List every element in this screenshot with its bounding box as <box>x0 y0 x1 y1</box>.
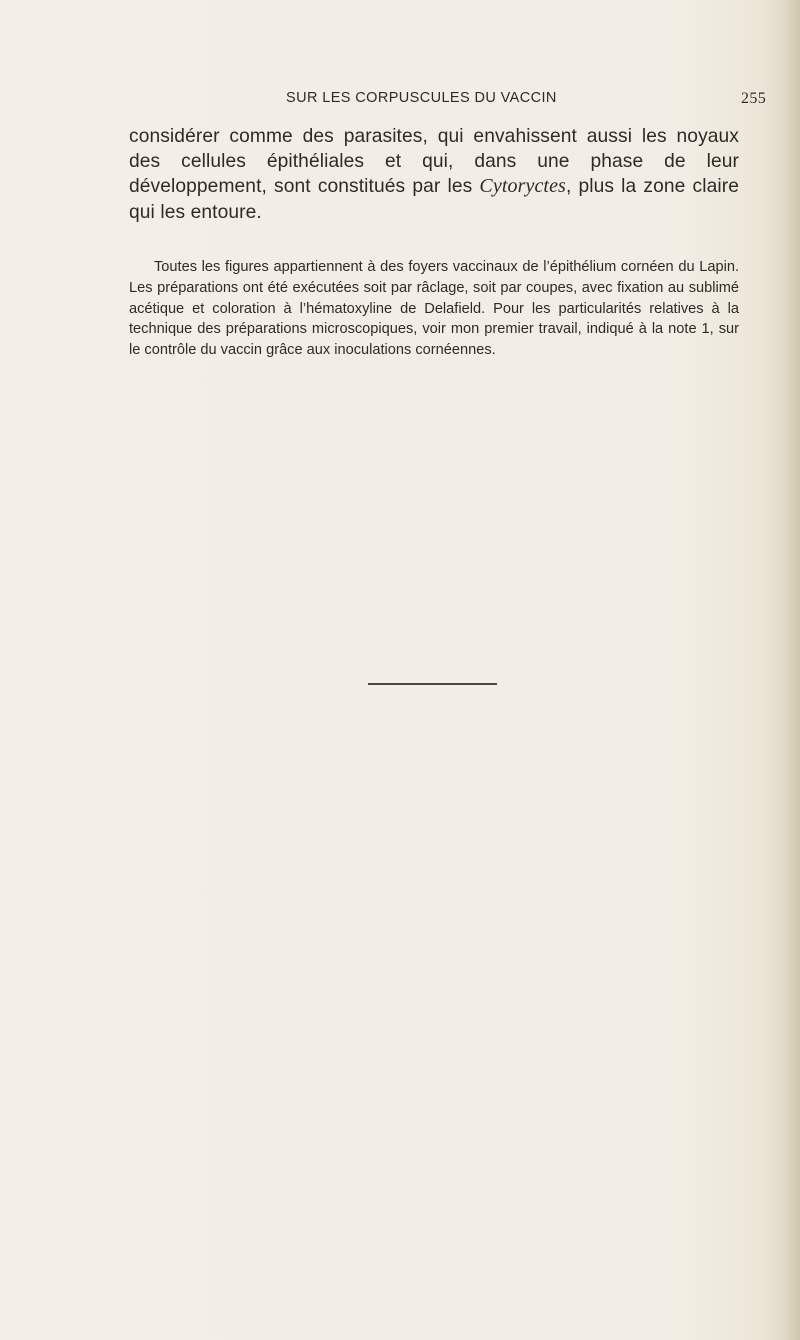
page-edge-shadow <box>786 0 800 1340</box>
page-number: 255 <box>741 90 767 107</box>
italic-term: Cytoryctes <box>479 175 566 198</box>
section-rule <box>368 683 497 685</box>
figure-caption-paragraph: Toutes les figures appartiennent à des foyers vaccinaux de l’épithélium cornéen du Lapin. Les préparations ont été exécutées soit par râclage, soit par coupes, avec fixation au sublimé acétique et coloration à l’hématoxyline de Delafield. Pour les particularités relatives à la technique des préparations microscopiques, voir mon premier travail, indiqué à la note 1, sur le contrôle du vaccin grâce aux inoculations cornéennes. <box>129 259 739 359</box>
body-text-start: considérer comme des parasites, qui envahissent aussi les noyaux des cellules épithéliales et qui, dans une phase de leur développement, sont constitués par les <box>129 126 739 198</box>
running-head-title: SUR LES CORPUSCULES DU VACCIN <box>286 90 557 106</box>
running-head <box>0 90 800 110</box>
body-text-end: , plus la zone claire qui les entoure. <box>129 176 739 223</box>
body-paragraph <box>129 124 739 225</box>
